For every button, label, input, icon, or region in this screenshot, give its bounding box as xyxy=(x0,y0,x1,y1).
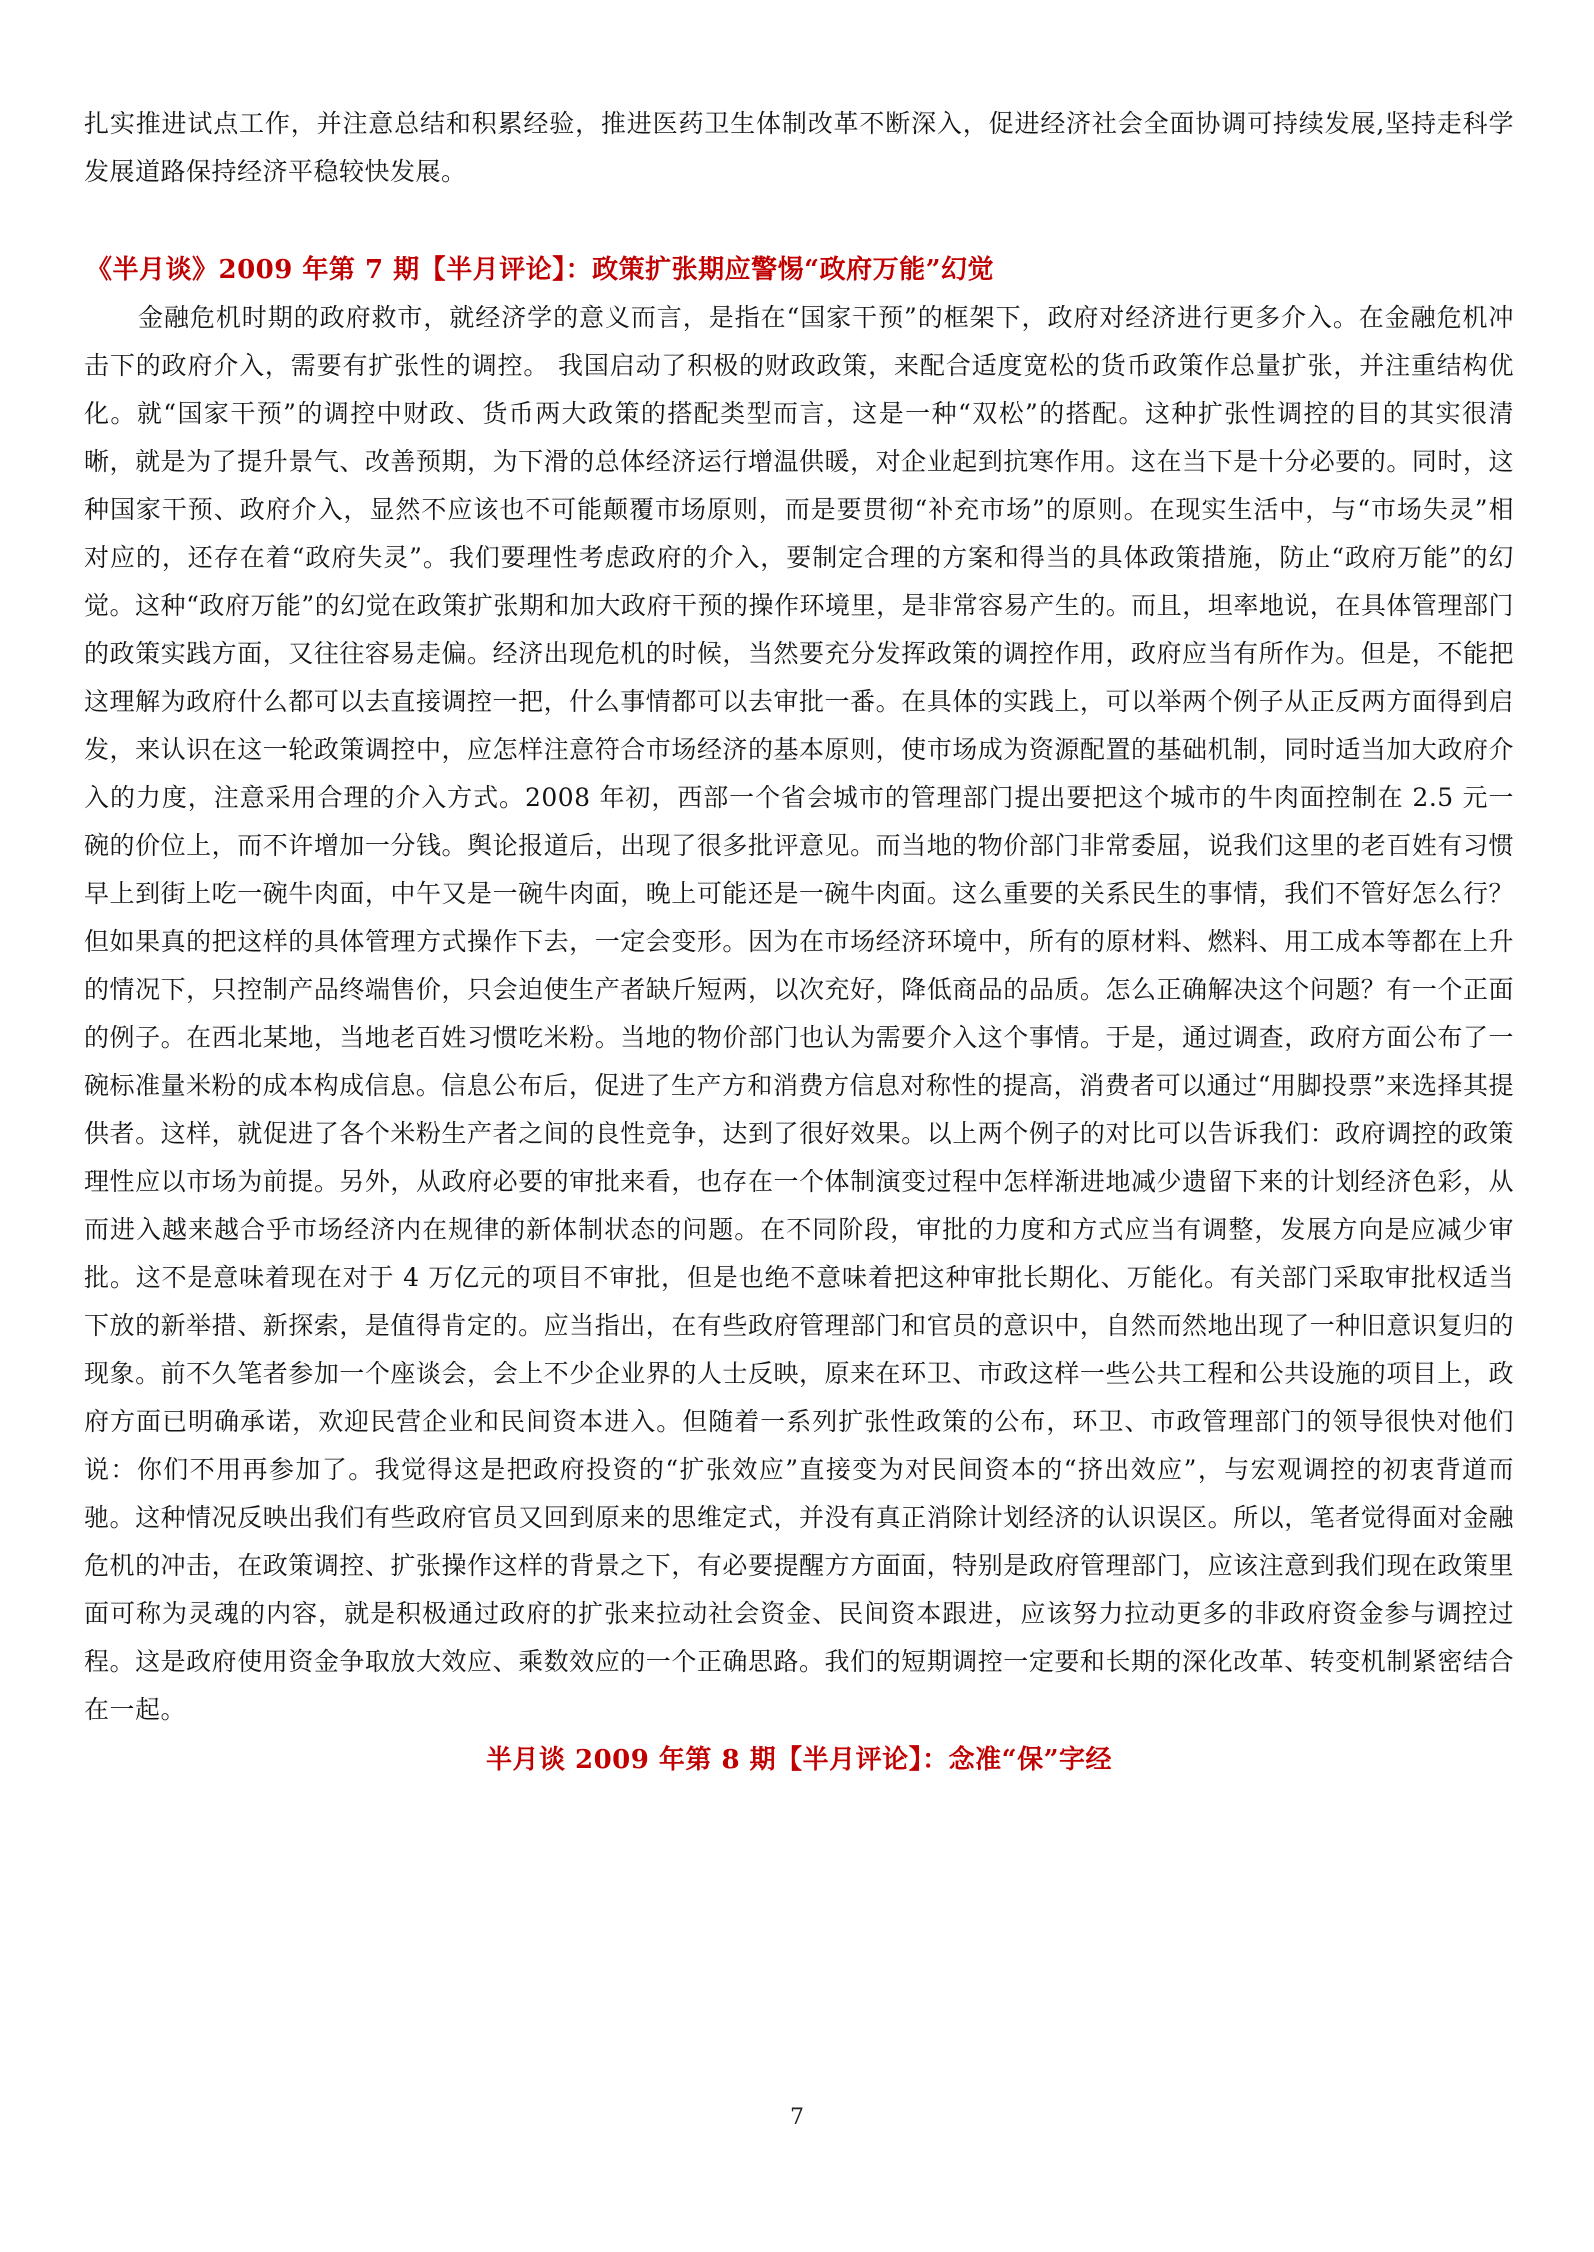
article-title-issue-7: 《半月谈》2009 年第 7 期【半月评论】：政策扩张期应警惕“政府万能”幻觉 xyxy=(86,255,995,285)
article-body-issue-7: 金融危机时期的政府救市，就经济学的意义而言，是指在“国家干预”的框架下，政府对经济进行更多介入。在金融危机冲击下的政府介入，需要有扩张性的调控。 我国启动了积极的财政政策，来配合适度宽松的货币政策作总量扩张，并注重结构优化。就“国家干预”的调控中财政、货币两大政策的搭配类型而言，这是一种“双松”的搭配。这种扩张性调控的目的其实很清晰，就是为了提升景气、改善预期，为下滑的总体经济运行增温供暖，对企业起到抗寒作用。这在当下是十分必要的。同时，这种国家干预、政府介入，显然不应该也不可能颠覆市场原则，而是要贯彻“补充市场”的原则。在现实生活中，与“市场失灵”相对应的，还存在着“政府失灵”。我们要理性考虑政府的介入，要制定合理的方案和得当的具体政策措施，防止“政府万能”的幻觉。这种“政府万能”的幻觉在政策扩张期和加大政府干预的操作环境里，是非常容易产生的。而且，坦率地说，在具体管理部门的政策实践方面，又往往容易走偏。经济出现危机的时候，当然要充分发挥政策的调控作用，政府应当有所作为。但是，不能把这理解为政府什么都可以去直接调控一把，什么事情都可以去审批一番。在具体的实践上，可以举两个例子从正反两方面得到启发，来认识在这一轮政策调控中，应怎样注意符合市场经济的基本原则，使市场成为资源配置的基础机制，同时适当加大政府介入的力度，注意采用合理的介入方式。2008 年初，西部一个省会城市的管理部门提出要把这个城市的牛肉面控制在 2.5 元一碗的价位上，而不许增加一分钱。舆论报道后，出现了很多批评意见。而当地的物价部门非常委屈，说我们这里的老百姓有习惯早上到街上吃一碗牛肉面，中午又是一碗牛肉面，晚上可能还是一碗牛肉面。这么重要的关系民生的事情，我们不管好怎么行？但如果真的把这样的具体管理方式操作下去，一定会变形。因为在市场经济环境中，所有的原材料、燃料、用工成本等都在上升的情况下，只控制产品终端售价，只会迫使生产者缺斤短两，以次充好，降低商品的品质。怎么正确解决这个问题？有一个正面的例子。在西北某地，当地老百姓习惯吃米粉。当地的物价部门也认为需要介入这个事情。于是，通过调查，政府方面公布了一碗标准量米粉的成本构成信息。信息公布后，促进了生产方和消费方信息对称性的提高，消费者可以通过“用脚投票”来选择其提供者。这样，就促进了各个米粉生产者之间的良性竞争，达到了很好效果。以上两个例子的对比可以告诉我们：政府调控的政策理性应以市场为前提。另外，从政府必要的审批来看，也存在一个体制演变过程中怎样渐进地减少遗留下来的计划经济色彩，从而进入越来越合乎市场经济内在规律的新体制状态的问题。在不同阶段，审批的力度和方式应当有调整，发展方向是应减少审批。这不是意味着现在对于 4 万亿元的项目不审批，但是也绝不意味着把这种审批长期化、万能化。有关部门采取审批权适当下放的新举措、新探索，是值得肯定的。应当指出，在有些政府管理部门和官员的意识中，自然而然地出现了一种旧意识复归的现象。前不久笔者参加一个座谈会，会上不少企业界的人士反映，原来在环卫、市政这样一些公共工程和公共设施的项目上，政府方面已明确承诺，欢迎民营企业和民间资本进入。但随着一系列扩张性政策的公布，环卫、市政管理部门的领导很快对他们说：你们不用再参加了。我觉得这是把政府投资的“扩张效应”直接变为对民间资本的“挤出效应”，与宏观调控的初衷背道而驰。这种情况反映出我们有些政府官员又回到原来的思维定式，并没有真正消除计划经济的认识误区。所以，笔者觉得面对金融危机的冲击，在政策调控、扩张操作这样的背景之下，有必要提醒方方面面，特别是政府管理部门，应该注意到我们现在政策里面可称为灵魂的内容，就是积极通过政府的扩张来拉动社会资金、民间资本跟进，应该努力拉动更多的非政府资金参与调控过程。这是政府使用资金争取放大效应、乘数效应的一个正确思路。我们的短期调控一定要和长期的深化改革、转变机制紧密结合在一起。 xyxy=(84,303,1514,1724)
page-number: 7 xyxy=(790,2105,804,2130)
document-page xyxy=(84,100,1514,1784)
continuation-paragraph: 扎实推进试点工作，并注意总结和积累经验，推进医药卫生体制改革不断深入，促进经济社会全面协调可持续发展,坚持走科学发展道路保持经济平稳较快发展。 xyxy=(84,109,1514,186)
article-title-issue-8: 半月谈 2009 年第 8 期【半月评论】：念准“保”字经 xyxy=(485,1745,1113,1775)
